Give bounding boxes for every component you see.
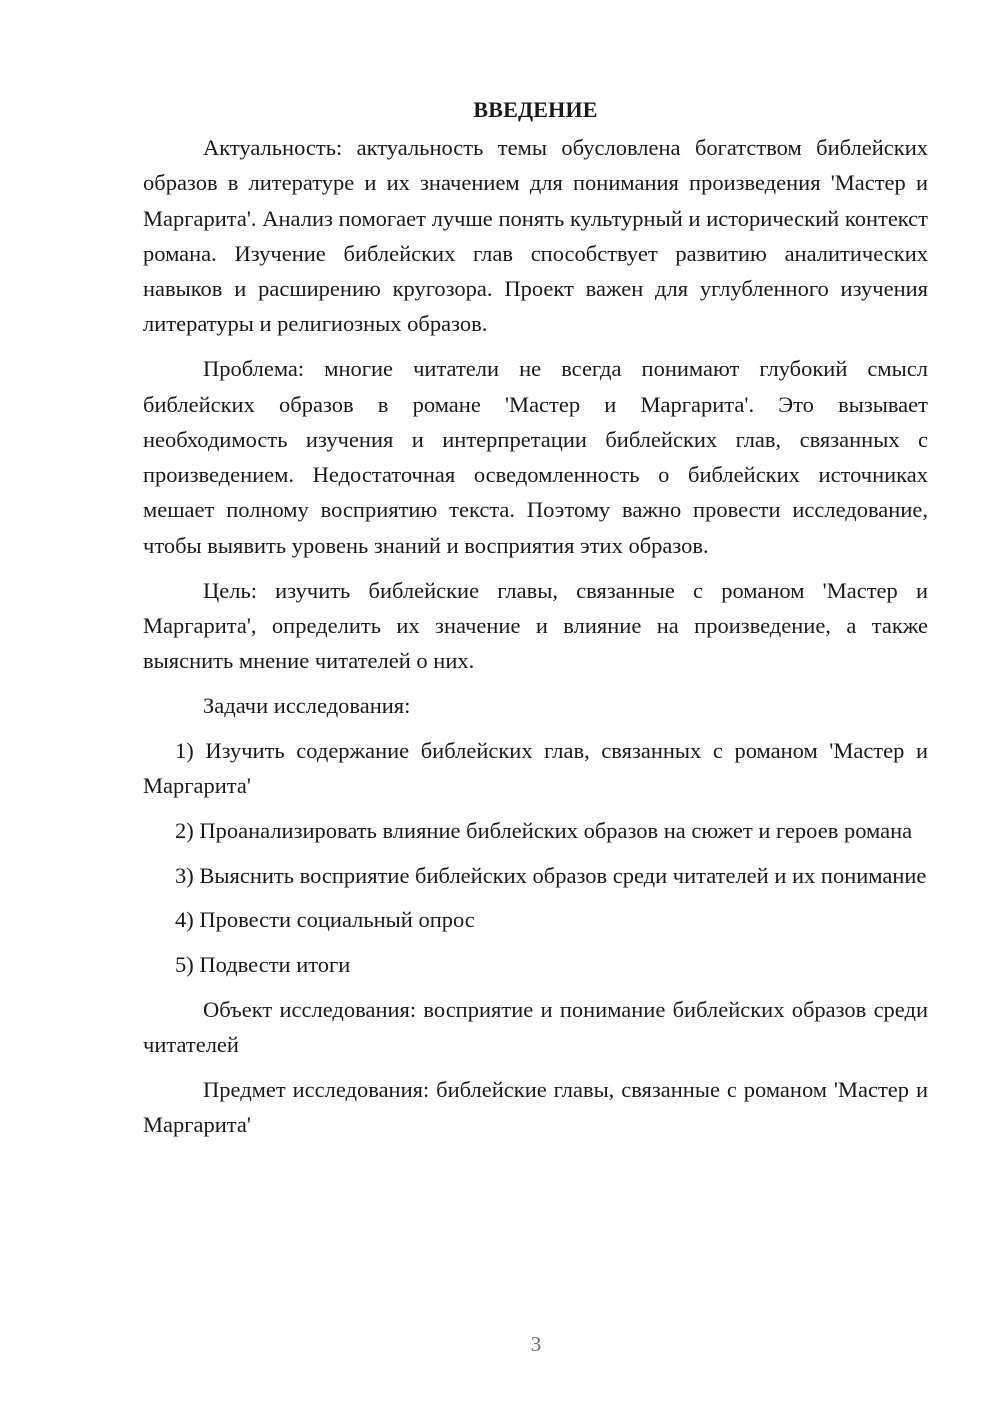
task-item: 4) Провести социальный опрос (175, 907, 475, 933)
document-page (143, 92, 928, 1152)
task-item: 2) Проанализировать влияние библейских образов на сюжет и героев романа (175, 817, 913, 843)
task-item: 5) Подвести итоги (175, 952, 351, 978)
page-number: 3 (530, 1332, 542, 1356)
page-title: ВВЕДЕНИЕ (473, 97, 598, 122)
relevance-paragraph: Актуальность: актуальность темы обусловлена богатством библейских образов в литературе и их значением для понимания произведения 'Мастер и Маргарита'. Анализ помогает лучше понять культурный и исторический контекст романа. Изучение библейских глав способствует развитию аналитических навыков и расширению кругозора. Проект важен для углубленного изучения литературы и религиозных образов. (143, 135, 928, 337)
task-item: 3) Выяснить восприятие библейских образов среди читателей и их понимание (175, 862, 927, 888)
tasks-heading: Задачи исследования: (203, 692, 411, 718)
task-item: 1) Изучить содержание библейских глав, связанных с романом 'Мастер и Маргарита' (143, 737, 928, 799)
problem-paragraph: Проблема: многие читатели не всегда понимают глубокий смысл библейских образов в романе 'Мастер и Маргарита'. Это вызывает необходимость изучения и интерпретации библейских глав, связанных с произведением. Недостаточная осведомленность о библейских источниках мешает полному восприятию текста. Поэтому важно провести исследование, чтобы выявить уровень знаний и восприятия этих образов. (143, 356, 928, 558)
object-paragraph: Объект исследования: восприятие и понимание библейских образов среди читателей (143, 997, 928, 1058)
subject-paragraph: Предмет исследования: библейские главы, связанные с романом 'Мастер и Маргарита' (143, 1077, 928, 1138)
goal-paragraph: Цель: изучить библейские главы, связанные с романом 'Мастер и Маргарита', определить их значение и влияние на произведение, а также выяснить мнение читателей о них. (143, 577, 928, 674)
